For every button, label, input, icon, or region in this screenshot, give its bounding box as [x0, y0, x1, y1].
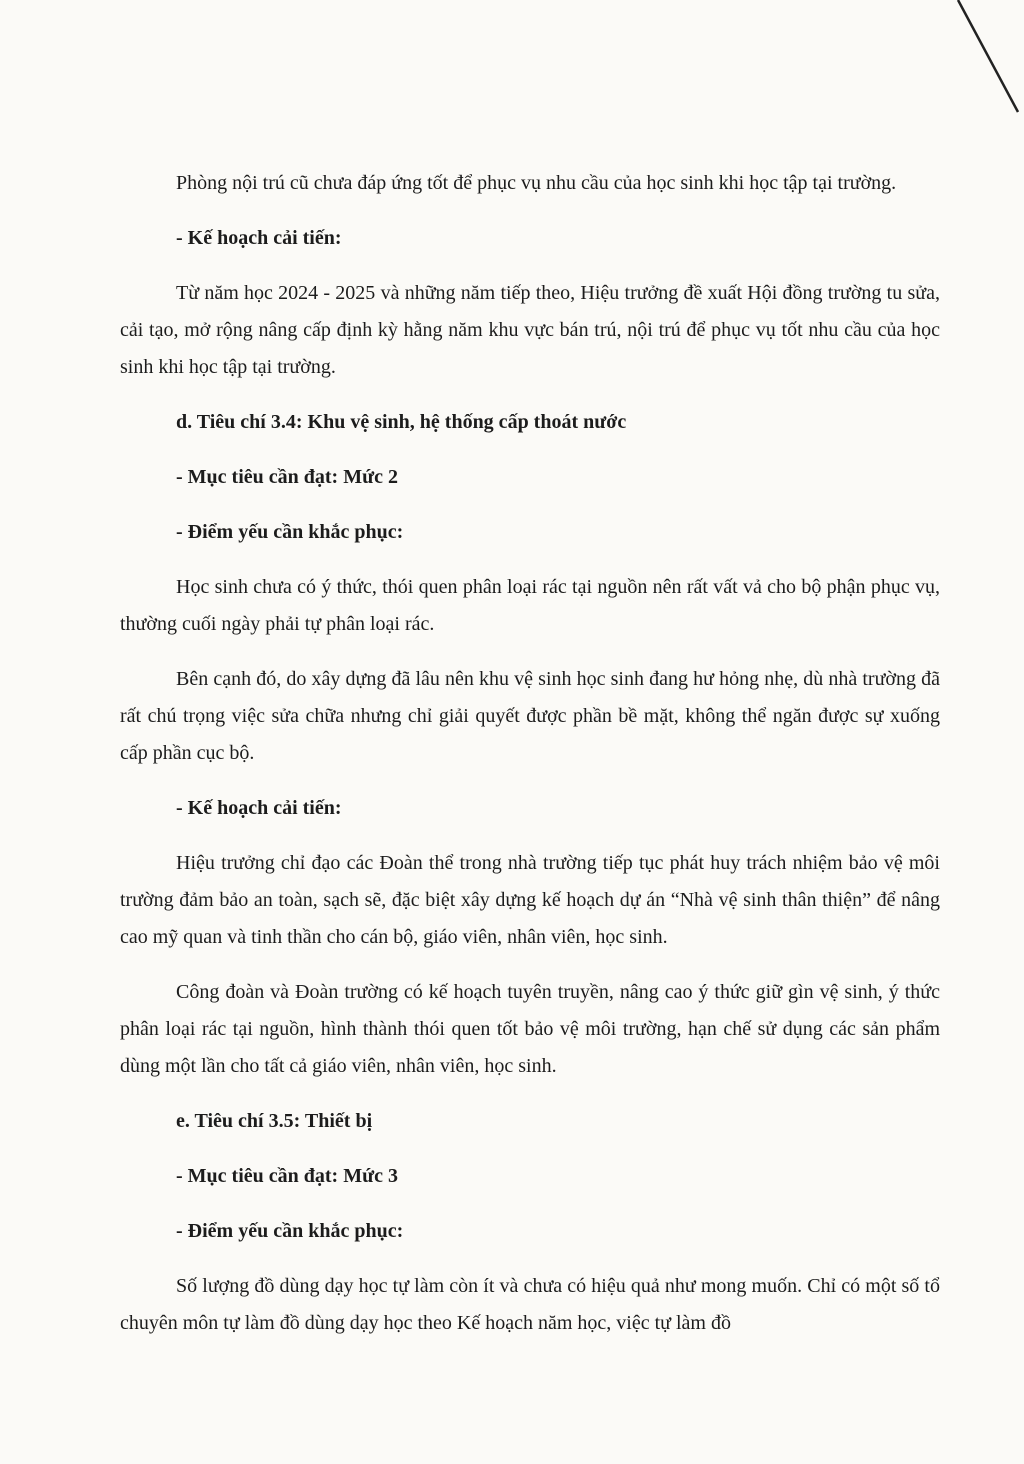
- criterion-heading: d. Tiêu chí 3.4: Khu vệ sinh, hệ thống cấp thoát nước: [176, 411, 627, 433]
- paragraph: Số lượng đồ dùng dạy học tự làm còn ít và chưa có hiệu quả như mong muốn. Chỉ có một số tổ chuyên môn tự làm đồ dùng dạy học theo Kế hoạch năm học, việc tự làm đồ: [120, 1275, 940, 1334]
- paragraph: Học sinh chưa có ý thức, thói quen phân loại rác tại nguồn nên rất vất vả cho bộ phận phục vụ, thường cuối ngày phải tự phân loại rác.: [120, 576, 940, 635]
- paragraph: Từ năm học 2024 - 2025 và những năm tiếp theo, Hiệu trưởng đề xuất Hội đồng trường tu sửa, cải tạo, mở rộng nâng cấp định kỳ hằng năm khu vực bán trú, nội trú để phục vụ tốt nhu cầu của học sinh khi học tập tại trường.: [120, 282, 940, 378]
- section-heading: - Kế hoạch cải tiến:: [176, 797, 342, 819]
- paragraph: Hiệu trưởng chỉ đạo các Đoàn thể trong nhà trường tiếp tục phát huy trách nhiệm bảo vệ môi trường đảm bảo an toàn, sạch sẽ, đặc biệt xây dựng kế hoạch dự án “Nhà vệ sinh thân thiện” để nâng cao mỹ quan và tinh thần cho cán bộ, giáo viên, nhân viên, học sinh.: [120, 852, 940, 948]
- criterion-heading: e. Tiêu chí 3.5: Thiết bị: [176, 1110, 373, 1132]
- target-heading: - Mục tiêu cần đạt: Mức 3: [176, 1165, 398, 1187]
- weakness-heading: - Điểm yếu cần khắc phục:: [176, 1220, 404, 1242]
- document-body: [120, 165, 940, 1342]
- weakness-heading: - Điểm yếu cần khắc phục:: [176, 521, 404, 543]
- paragraph: Công đoàn và Đoàn trường có kế hoạch tuyên truyền, nâng cao ý thức giữ gìn vệ sinh, ý thức phân loại rác tại nguồn, hình thành thói quen tốt bảo vệ môi trường, hạn chế sử dụng các sản phẩm dùng một lần cho tất cả giáo viên, nhân viên, học sinh.: [120, 981, 940, 1077]
- paragraph: Bên cạnh đó, do xây dựng đã lâu nên khu vệ sinh học sinh đang hư hỏng nhẹ, dù nhà trường đã rất chú trọng việc sửa chữa nhưng chỉ giải quyết được phần bề mặt, không thể ngăn được sự xuống cấp phần cục bộ.: [120, 668, 940, 764]
- paragraph: Phòng nội trú cũ chưa đáp ứng tốt để phục vụ nhu cầu của học sinh khi học tập tại trường.: [176, 172, 897, 194]
- section-heading: - Kế hoạch cải tiến:: [176, 227, 342, 249]
- target-heading: - Mục tiêu cần đạt: Mức 2: [176, 466, 398, 488]
- scan-edge-line: [0, 0, 1024, 140]
